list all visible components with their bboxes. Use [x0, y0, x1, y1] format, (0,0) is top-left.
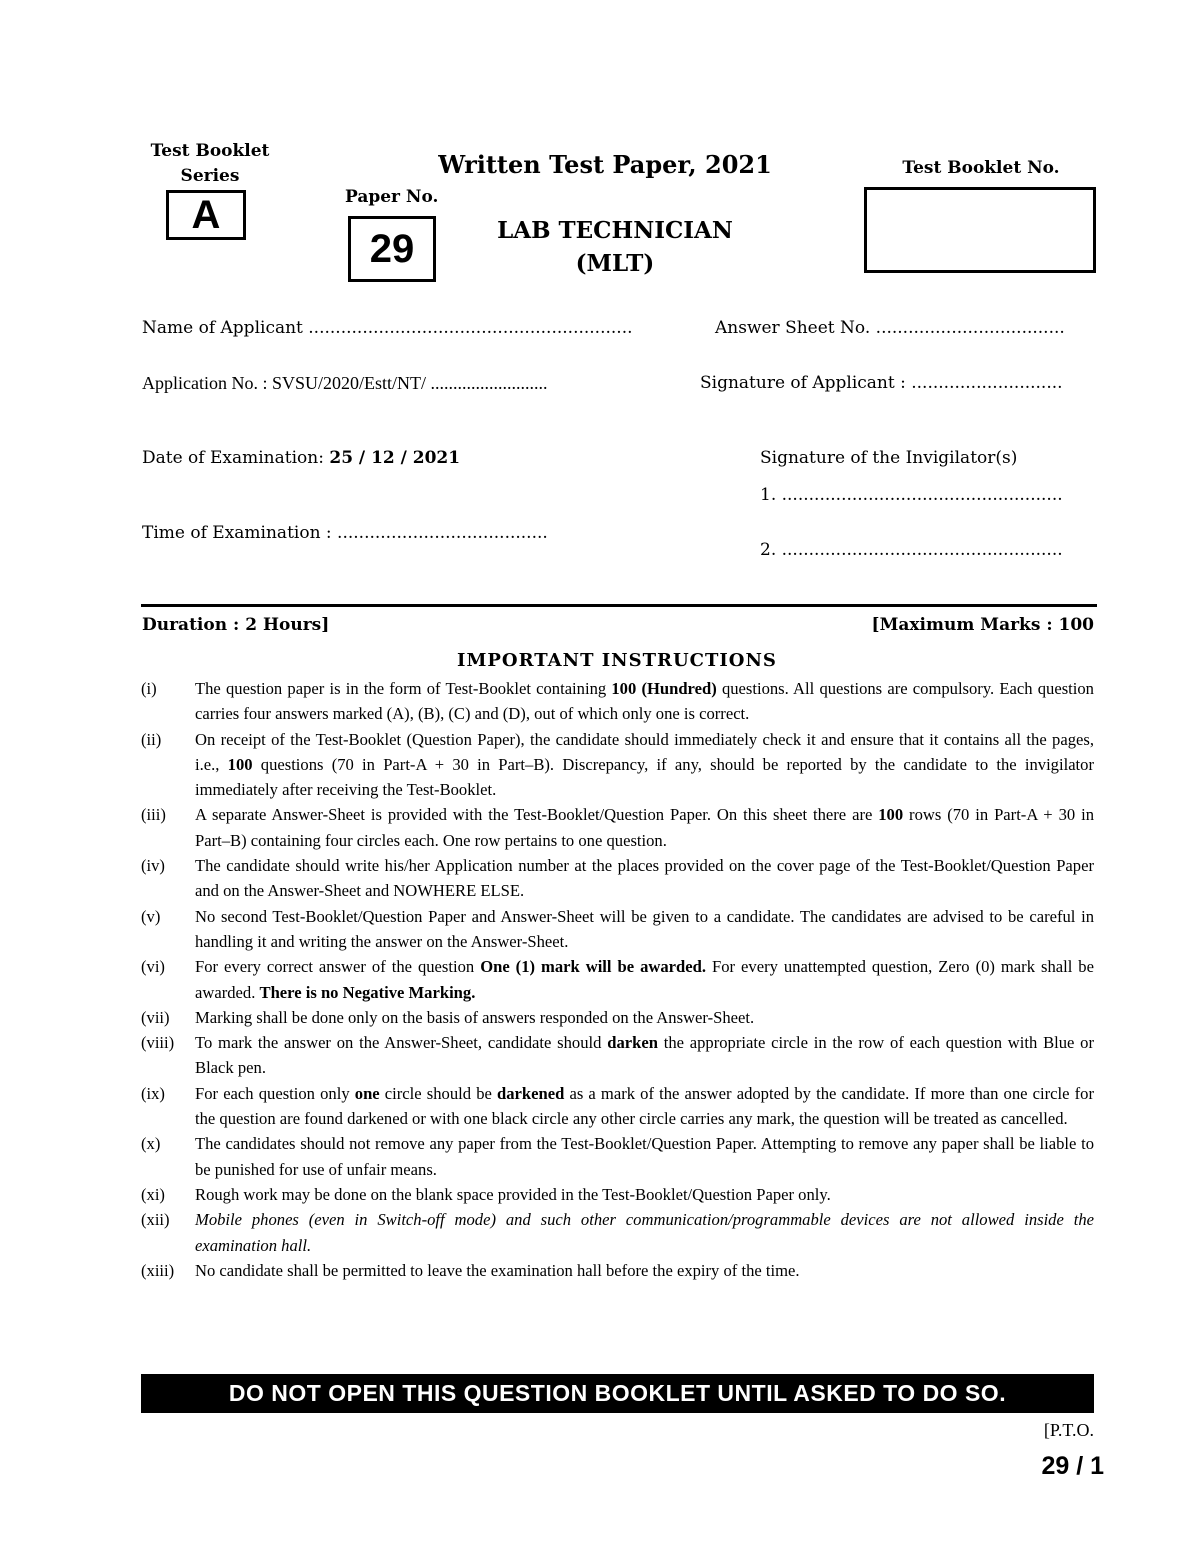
instruction-item [141, 1081, 1094, 1132]
text-part: For each question only [195, 1083, 355, 1103]
application-no-field[interactable]: Application No. : SVSU/2020/Estt/NT/ .......................... [142, 373, 548, 393]
instruction-text [195, 1207, 1094, 1258]
instruction-text: The candidate should write his/her Application number at the places provided on the cover page of the Test-Booklet/Question Paper and on the Answer-Sheet and NOWHERE ELSE. [195, 856, 1094, 901]
text-part-bold: There is no Negative Marking. [259, 982, 476, 1002]
text-part-bold: darken [607, 1033, 658, 1053]
instruction-number: (ix) [141, 1083, 165, 1103]
instruction-text: Rough work may be done on the blank space provided in the Test-Booklet/Question Paper only. [195, 1184, 831, 1204]
instruction-item [141, 727, 1094, 803]
instruction-item [141, 1182, 1094, 1207]
instruction-number: (iii) [141, 805, 166, 825]
text-part: questions (70 in Part-A + 30 in Part–B). Discrepancy, if any, should be reported by the candidate to the invigilator immediately after receiving the Test-Booklet. [195, 754, 1094, 800]
instruction-text: Marking shall be done only on the basis of answers responded on the Answer-Sheet. [195, 1007, 755, 1027]
text-part-bold: 100 (Hundred) [611, 679, 717, 698]
instruction-item [141, 1030, 1094, 1081]
name-of-applicant-field[interactable]: Name of Applicant ............................................................ [142, 318, 633, 338]
warning-banner: DO NOT OPEN THIS QUESTION BOOKLET UNTIL ASKED TO DO SO. [141, 1374, 1094, 1413]
instruction-text [195, 1030, 1094, 1081]
instruction-number: (viii) [141, 1033, 175, 1053]
instruction-item [141, 1258, 1094, 1283]
series-label-line1: Test Booklet [150, 141, 270, 161]
paper-no-label: Paper No. [345, 187, 439, 207]
page-title: Written Test Paper, 2021 [438, 150, 772, 179]
instruction-number: (vii) [141, 1007, 170, 1027]
instruction-text [195, 727, 1094, 803]
booklet-no-box[interactable] [864, 187, 1096, 273]
date-of-examination [142, 448, 460, 468]
text-part-bold: one [354, 1083, 380, 1103]
text-part-bold: darkened [497, 1083, 565, 1103]
instruction-item [141, 802, 1094, 853]
instruction-number: (xi) [141, 1184, 165, 1204]
invigilator-1-field[interactable]: 1. .................................................... [760, 485, 1063, 505]
text-part: the appropriate circle in the row of each question with Blue or Black pen. [195, 1033, 1095, 1078]
maximum-marks: [Maximum Marks : 100 [871, 615, 1094, 635]
instruction-number: (x) [141, 1134, 161, 1154]
series-label [150, 139, 270, 189]
instructions-list [141, 676, 1094, 1283]
instruction-item [141, 954, 1094, 1005]
instruction-item [141, 1131, 1094, 1182]
instruction-text [195, 802, 1094, 853]
series-label-line2: Series [180, 166, 240, 186]
paper-no-box: 29 [348, 216, 436, 282]
text-part: A separate Answer-Sheet is provided with the Test-Booklet/Question Paper. On this sheet there are [195, 805, 879, 825]
date-label: Date of Examination: [142, 448, 324, 468]
text-part-italic: Mobile phones (even in Switch-off mode) and such other communication/programmable devices are not allowed inside the examination hall. [195, 1210, 1094, 1255]
text-part: circle should be [379, 1083, 497, 1103]
instruction-number: (vi) [141, 957, 165, 977]
text-part: as a mark of the answer adopted by the candidate. If more than one circle for the question are found darkened or with one black circle any other circle carries any mark, the question will be treated as cancelled. [195, 1083, 1094, 1129]
text-part: On receipt of the Test-Booklet (Question Paper), the candidate should immediately check it and ensure that it contains all the pages, i.e., [195, 729, 1094, 774]
text-part: For every correct answer of the question [195, 957, 481, 977]
signature-applicant-field[interactable]: Signature of Applicant : ............................ [700, 373, 1063, 393]
text-part: questions. All questions are compulsory. Each question carries four answers marked (A), (B), (C) and (D), out of which only one is correct. [195, 679, 1094, 724]
instruction-text [195, 954, 1094, 1005]
instruction-text: The candidates should not remove any paper from the Test-Booklet/Question Paper. Attempting to remove any paper shall be liable to be punished for use of unfair means. [195, 1134, 1094, 1179]
instruction-item [141, 1207, 1094, 1258]
instruction-number: (xiii) [141, 1260, 175, 1280]
instruction-number: (iv) [141, 856, 165, 876]
pto-label: [P.T.O. [1043, 1420, 1094, 1440]
instruction-item [141, 676, 1094, 727]
text-part: For every unattempted question, Zero (0) mark shall be awarded. [195, 957, 1094, 1002]
instruction-item [141, 1005, 1094, 1030]
text-part: To mark the answer on the Answer-Sheet, candidate should [195, 1033, 608, 1053]
page-number: 29 / 1 [1041, 1452, 1104, 1480]
instruction-text: No candidate shall be permitted to leave the examination hall before the expiry of the time. [195, 1260, 800, 1280]
text-part: The question paper is in the form of Test-Booklet containing [195, 679, 612, 698]
post-line1: LAB TECHNICIAN [497, 217, 733, 244]
post-line2: (MLT) [575, 250, 655, 277]
instruction-number: (v) [141, 906, 161, 926]
instruction-number: (i) [141, 679, 157, 698]
invigilator-label: Signature of the Invigilator(s) [760, 448, 1018, 468]
text-part-bold: 100 [227, 754, 253, 774]
instruction-text: No second Test-Booklet/Question Paper and Answer-Sheet will be given to a candidate. The candidates are advised to be careful in handling it and writing the answer on the Answer-Sheet. [195, 906, 1094, 951]
divider [141, 604, 1097, 607]
instruction-number: (ii) [141, 729, 162, 749]
time-of-examination-field[interactable]: Time of Examination : ....................................... [142, 523, 548, 543]
instruction-item [141, 853, 1094, 904]
instructions-title: IMPORTANT INSTRUCTIONS [457, 650, 777, 671]
series-box: A [166, 190, 246, 240]
post-name [440, 214, 790, 280]
duration: Duration : 2 Hours] [142, 615, 330, 635]
invigilator-2-field[interactable]: 2. .................................................... [760, 540, 1063, 560]
text-part-bold: One (1) mark will be awarded. [480, 957, 707, 977]
instruction-text [195, 676, 1094, 727]
instruction-text [195, 1081, 1094, 1132]
instruction-item [141, 904, 1094, 955]
date-value: 25 / 12 / 2021 [329, 448, 461, 468]
instruction-number: (xii) [141, 1210, 170, 1230]
text-part-bold: 100 [878, 805, 904, 825]
text-part: rows (70 in Part-A + 30 in Part–B) containing four circles each. One row pertains to one question. [195, 805, 1094, 850]
answer-sheet-no-field[interactable]: Answer Sheet No. ................................... [715, 318, 1065, 338]
booklet-no-label: Test Booklet No. [902, 158, 1060, 178]
